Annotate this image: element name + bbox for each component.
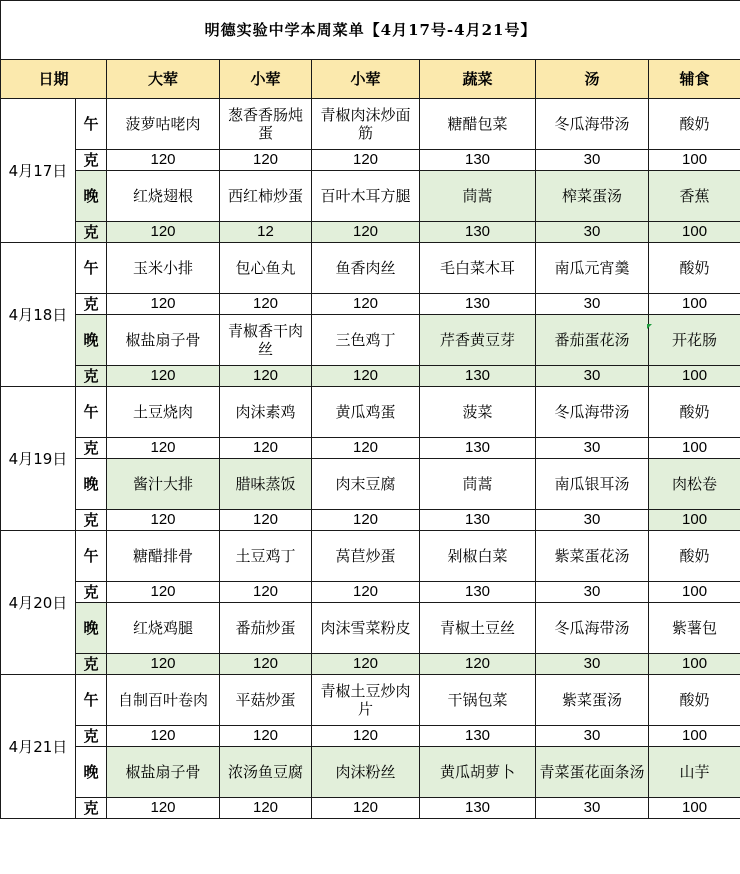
- dish-extra: 香蕉: [649, 171, 740, 222]
- dish-vegetable: 毛白菜木耳: [420, 243, 536, 294]
- dinner-label: 晚: [76, 603, 107, 654]
- gram-row: [1, 582, 740, 603]
- header-side-meat-1: 小荤: [220, 60, 312, 99]
- gram-vegetable: 130: [420, 438, 536, 459]
- gram-label: 克: [76, 798, 107, 819]
- dish-side-meat-1: 青椒香干肉丝: [220, 315, 312, 366]
- gram-side-meat-1: 120: [220, 294, 312, 315]
- dish-extra: 酸奶: [649, 99, 740, 150]
- gram-extra: 100: [649, 366, 740, 387]
- gram-side-meat-2: 120: [312, 798, 420, 819]
- gram-main-meat: 120: [107, 150, 220, 171]
- dinner-label: 晚: [76, 315, 107, 366]
- table-row: [1, 603, 740, 654]
- gram-row: [1, 510, 740, 531]
- dish-vegetable: 干锅包菜: [420, 675, 536, 726]
- gram-extra: 100: [649, 582, 740, 603]
- gram-extra: 100: [649, 438, 740, 459]
- gram-vegetable: 130: [420, 366, 536, 387]
- gram-label: 克: [76, 294, 107, 315]
- gram-side-meat-1: 120: [220, 366, 312, 387]
- gram-soup: 30: [536, 438, 649, 459]
- gram-side-meat-1: 120: [220, 654, 312, 675]
- gram-vegetable: 130: [420, 582, 536, 603]
- gram-vegetable: 130: [420, 294, 536, 315]
- gram-extra: 100: [649, 510, 740, 531]
- table-row: [1, 459, 740, 510]
- lunch-label: 午: [76, 531, 107, 582]
- gram-side-meat-2: 120: [312, 510, 420, 531]
- gram-vegetable: 130: [420, 150, 536, 171]
- lunch-label: 午: [76, 387, 107, 438]
- dish-side-meat-2: 青椒肉沫炒面筋: [312, 99, 420, 150]
- dish-main-meat: 玉米小排: [107, 243, 220, 294]
- dish-side-meat-2: 青椒土豆炒肉片: [312, 675, 420, 726]
- dish-main-meat: 红烧鸡腿: [107, 603, 220, 654]
- gram-side-meat-1: 120: [220, 726, 312, 747]
- date-cell: 4月21日: [1, 675, 76, 819]
- gram-extra: 100: [649, 294, 740, 315]
- dish-side-meat-2: 肉沫雪菜粉皮: [312, 603, 420, 654]
- dish-side-meat-1: 肉沫素鸡: [220, 387, 312, 438]
- dish-side-meat-1: 葱香香肠炖蛋: [220, 99, 312, 150]
- dish-extra: 肉松卷: [649, 459, 740, 510]
- dish-side-meat-2: 肉末豆腐: [312, 459, 420, 510]
- lunch-label: 午: [76, 243, 107, 294]
- dish-soup: 冬瓜海带汤: [536, 603, 649, 654]
- dish-extra: 酸奶: [649, 531, 740, 582]
- gram-label: 克: [76, 726, 107, 747]
- dish-soup: 冬瓜海带汤: [536, 99, 649, 150]
- gram-soup: 30: [536, 798, 649, 819]
- dinner-label: 晚: [76, 171, 107, 222]
- dish-vegetable: 菠菜: [420, 387, 536, 438]
- gram-row: [1, 438, 740, 459]
- dish-side-meat-2: 三色鸡丁: [312, 315, 420, 366]
- gram-main-meat: 120: [107, 366, 220, 387]
- gram-row: [1, 366, 740, 387]
- gram-vegetable: 120: [420, 654, 536, 675]
- gram-label: 克: [76, 222, 107, 243]
- dish-soup: 青菜蛋花面条汤: [536, 747, 649, 798]
- dish-soup: 番茄蛋花汤: [536, 315, 649, 366]
- gram-label: 克: [76, 510, 107, 531]
- dish-main-meat: 土豆烧肉: [107, 387, 220, 438]
- table-row: [1, 675, 740, 726]
- dinner-label: 晚: [76, 747, 107, 798]
- gram-label: 克: [76, 366, 107, 387]
- header-date: 日期: [1, 60, 107, 99]
- header-main-meat: 大荤: [107, 60, 220, 99]
- lunch-label: 午: [76, 675, 107, 726]
- gram-row: [1, 294, 740, 315]
- gram-main-meat: 120: [107, 726, 220, 747]
- comment-marker: [647, 324, 652, 329]
- dish-soup: 榨菜蛋汤: [536, 171, 649, 222]
- header-extra: 辅食: [649, 60, 740, 99]
- header-vegetable: 蔬菜: [420, 60, 536, 99]
- dish-side-meat-1: 浓汤鱼豆腐: [220, 747, 312, 798]
- gram-label: 克: [76, 438, 107, 459]
- gram-label: 克: [76, 150, 107, 171]
- dish-vegetable: 剁椒白菜: [420, 531, 536, 582]
- gram-soup: 30: [536, 654, 649, 675]
- dish-side-meat-1: 包心鱼丸: [220, 243, 312, 294]
- dish-extra: 紫薯包: [649, 603, 740, 654]
- gram-extra: 100: [649, 654, 740, 675]
- dish-side-meat-1: 番茄炒蛋: [220, 603, 312, 654]
- gram-side-meat-1: 120: [220, 798, 312, 819]
- header-side-meat-2: 小荤: [312, 60, 420, 99]
- date-cell: 4月19日: [1, 387, 76, 531]
- gram-side-meat-1: 120: [220, 510, 312, 531]
- dish-vegetable: 茼蒿: [420, 171, 536, 222]
- gram-extra: 100: [649, 726, 740, 747]
- dish-soup: 南瓜银耳汤: [536, 459, 649, 510]
- gram-soup: 30: [536, 726, 649, 747]
- dish-side-meat-2: 莴苣炒蛋: [312, 531, 420, 582]
- dish-extra: 开花肠: [649, 315, 740, 366]
- gram-main-meat: 120: [107, 438, 220, 459]
- gram-vegetable: 130: [420, 222, 536, 243]
- gram-main-meat: 120: [107, 582, 220, 603]
- dish-main-meat: 糖醋排骨: [107, 531, 220, 582]
- dish-extra: 酸奶: [649, 387, 740, 438]
- dish-side-meat-2: 肉沫粉丝: [312, 747, 420, 798]
- gram-vegetable: 130: [420, 726, 536, 747]
- gram-soup: 30: [536, 150, 649, 171]
- gram-main-meat: 120: [107, 294, 220, 315]
- gram-main-meat: 120: [107, 798, 220, 819]
- dish-main-meat: 菠萝咕咾肉: [107, 99, 220, 150]
- dish-side-meat-1: 西红柿炒蛋: [220, 171, 312, 222]
- dish-extra: 山芋: [649, 747, 740, 798]
- table-row: [1, 171, 740, 222]
- table-row: [1, 315, 740, 366]
- dish-soup: 南瓜元宵羹: [536, 243, 649, 294]
- gram-row: [1, 798, 740, 819]
- gram-extra: 100: [649, 222, 740, 243]
- date-cell: 4月17日: [1, 99, 76, 243]
- gram-row: [1, 726, 740, 747]
- gram-side-meat-2: 120: [312, 222, 420, 243]
- table-row: [1, 747, 740, 798]
- dish-extra: 酸奶: [649, 243, 740, 294]
- dish-vegetable: 黄瓜胡萝卜: [420, 747, 536, 798]
- dish-main-meat: 自制百叶卷肉: [107, 675, 220, 726]
- gram-row: [1, 654, 740, 675]
- dish-side-meat-2: 百叶木耳方腿: [312, 171, 420, 222]
- gram-label: 克: [76, 654, 107, 675]
- date-cell: 4月18日: [1, 243, 76, 387]
- gram-main-meat: 120: [107, 510, 220, 531]
- gram-side-meat-2: 120: [312, 294, 420, 315]
- table-row: [1, 99, 740, 150]
- gram-label: 克: [76, 582, 107, 603]
- gram-side-meat-2: 120: [312, 150, 420, 171]
- dish-side-meat-2: 黄瓜鸡蛋: [312, 387, 420, 438]
- dish-side-meat-2: 鱼香肉丝: [312, 243, 420, 294]
- dish-main-meat: 椒盐扇子骨: [107, 747, 220, 798]
- gram-extra: 100: [649, 150, 740, 171]
- table-row: [1, 531, 740, 582]
- gram-main-meat: 120: [107, 654, 220, 675]
- gram-side-meat-2: 120: [312, 438, 420, 459]
- gram-row: [1, 150, 740, 171]
- gram-vegetable: 130: [420, 510, 536, 531]
- dish-side-meat-1: 土豆鸡丁: [220, 531, 312, 582]
- gram-soup: 30: [536, 366, 649, 387]
- gram-side-meat-2: 120: [312, 366, 420, 387]
- dish-vegetable: 茼蒿: [420, 459, 536, 510]
- gram-side-meat-2: 120: [312, 582, 420, 603]
- gram-side-meat-1: 12: [220, 222, 312, 243]
- dish-vegetable: 糖醋包菜: [420, 99, 536, 150]
- dish-side-meat-1: 平菇炒蛋: [220, 675, 312, 726]
- dish-soup: 紫菜蛋花汤: [536, 531, 649, 582]
- gram-side-meat-2: 120: [312, 654, 420, 675]
- gram-side-meat-1: 120: [220, 150, 312, 171]
- dish-main-meat: 红烧翅根: [107, 171, 220, 222]
- gram-side-meat-1: 120: [220, 582, 312, 603]
- gram-soup: 30: [536, 510, 649, 531]
- gram-row: [1, 222, 740, 243]
- dish-soup: 冬瓜海带汤: [536, 387, 649, 438]
- dish-main-meat: 椒盐扇子骨: [107, 315, 220, 366]
- dish-main-meat: 酱汁大排: [107, 459, 220, 510]
- date-cell: 4月20日: [1, 531, 76, 675]
- dish-extra: 酸奶: [649, 675, 740, 726]
- dish-vegetable: 青椒土豆丝: [420, 603, 536, 654]
- table-row: [1, 387, 740, 438]
- dish-side-meat-1: 腊味蒸饭: [220, 459, 312, 510]
- dinner-label: 晚: [76, 459, 107, 510]
- gram-extra: 100: [649, 798, 740, 819]
- gram-side-meat-2: 120: [312, 726, 420, 747]
- gram-vegetable: 130: [420, 798, 536, 819]
- header-row: [1, 60, 740, 99]
- gram-soup: 30: [536, 582, 649, 603]
- gram-main-meat: 120: [107, 222, 220, 243]
- gram-side-meat-1: 120: [220, 438, 312, 459]
- page-title: 明德实验中学本周菜单【4月17号-4月21号】: [1, 1, 740, 60]
- dish-vegetable: 芹香黄豆芽: [420, 315, 536, 366]
- dish-soup: 紫菜蛋汤: [536, 675, 649, 726]
- table-row: [1, 243, 740, 294]
- gram-soup: 30: [536, 294, 649, 315]
- lunch-label: 午: [76, 99, 107, 150]
- header-soup: 汤: [536, 60, 649, 99]
- gram-soup: 30: [536, 222, 649, 243]
